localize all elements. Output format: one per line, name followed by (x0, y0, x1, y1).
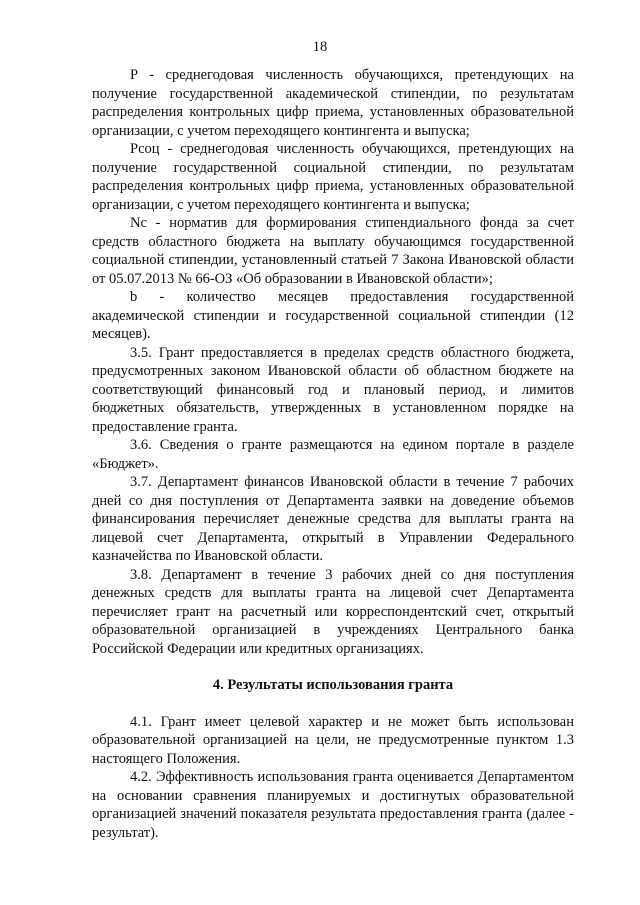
paragraph-p-definition: P - среднегодовая численность обучающихся, претендующих на получение государственной академической стипендии, по результатам распределения контрольных цифр приема, установленных образовательной организации, с учетом переходящего контингента и выпуска; (92, 67, 574, 139)
paragraph-4-2: 4.2. Эффективность использования гранта оценивается Департаментом на основании сравнения планируемых и достигнутых образовательной организацией значений показателя результата предоставления гранта (далее - результат). (92, 769, 574, 841)
paragraph-3-8: 3.8. Департамент в течение 3 рабочих дней со дня поступления денежных средств для выплаты гранта на лицевой счет Департамента перечисляет грант на расчетный или корреспондентский счет, открытый образовательной организацией в учреждениях Центрального банка Российской Федерации или кредитных организациях. (92, 566, 574, 657)
paragraph-3-7: 3.7. Департамент финансов Ивановской области в течение 7 рабочих дней со дня поступления от Департамента заявки на доведение объемов финансирования перечисляет денежные средства для выплаты гранта на лицевой счет Департамента, открытый в Управлении Федерального казначейства по Ивановской области. (92, 474, 574, 564)
document-body (92, 66, 574, 842)
paragraph-b-definition: b - количество месяцев предоставления государственной академической стипендии и государственной социальной стипендии (12 месяцев). (92, 289, 574, 342)
page-number: 18 (312, 39, 328, 55)
paragraph-4-1: 4.1. Грант имеет целевой характер и не может быть использован образовательной организацией на цели, не предусмотренные пунктом 1.3 настоящего Положения. (92, 713, 574, 767)
paragraph-nc-definition: Nс - норматив для формирования стипендиального фонда за счет средств областного бюджета на выплату обучающимся государственной социальной стипендии, установленный статьей 7 Закона Ивановской области от 05.07.2013 № 66-ОЗ «Об образовании в Ивановской области»; (92, 215, 574, 287)
paragraph-psoc-definition: Pсоц - среднегодовая численность обучающихся, претендующих на получение государственной социальной стипендии, по результатам распределения контрольных цифр приема, установленных образовательной организации, с учетом переходящего контингента и выпуска; (92, 141, 574, 213)
section-heading: 4. Результаты использования гранта (212, 677, 454, 693)
paragraph-3-5: 3.5. Грант предоставляется в пределах средств областного бюджета, предусмотренных законом Ивановской области об областном бюджете на соответствующий финансовый год и плановый период, и лимитов бюджетных обязательств, утвержденных в установленном порядке на предоставление гранта. (92, 344, 574, 435)
paragraph-3-6: 3.6. Сведения о гранте размещаются на едином портале в разделе «Бюджет». (92, 437, 574, 472)
